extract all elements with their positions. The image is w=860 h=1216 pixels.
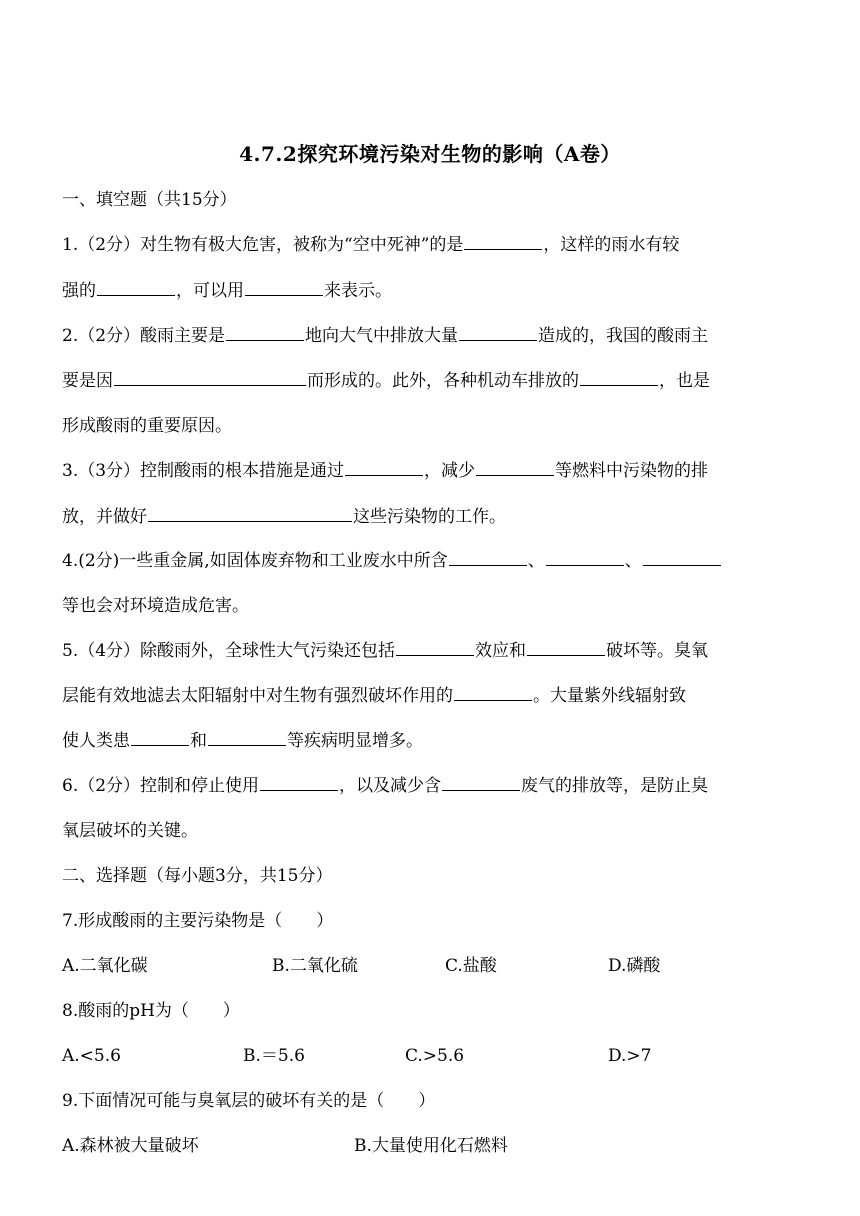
option-a[interactable]: A.二氧化碳: [62, 956, 148, 976]
question-2-line-3: 形成酸雨的重要原因。: [62, 416, 232, 436]
answer-blank[interactable]: [345, 459, 423, 476]
option-b[interactable]: B.大量使用化石燃料: [354, 1136, 508, 1156]
option-b[interactable]: B.＝5.6: [243, 1046, 305, 1066]
question-1-line-1: 1.（2分）对生物有极大危害，被称为“空中死神”的是 ，这样的雨水有较: [62, 235, 680, 255]
answer-blank[interactable]: [208, 729, 286, 746]
question-4-line-2: 等也会对环境造成危害。: [62, 596, 249, 616]
answer-blank[interactable]: [245, 279, 323, 296]
answer-blank[interactable]: [442, 774, 520, 791]
answer-blank[interactable]: [148, 505, 352, 522]
answer-blank[interactable]: [114, 369, 306, 386]
answer-blank[interactable]: [476, 459, 554, 476]
question-6-line-1: 6.（2分）控制和停止使用 ，以及减少含 废气的排放等，是防止臭: [62, 776, 709, 796]
section-heading-fill-in: 一、填空题（共15分）: [62, 190, 237, 210]
question-9-stem: 9.下面情况可能与臭氧层的破坏有关的是（ ）: [62, 1091, 436, 1111]
question-5-line-2: 层能有效地滤去太阳辐射中对生物有强烈破坏作用的 。大量紫外线辐射致: [62, 686, 686, 706]
option-a[interactable]: A.<5.6: [62, 1046, 121, 1066]
section-heading-multiple-choice: 二、选择题（每小题3分，共15分）: [62, 866, 333, 886]
option-d[interactable]: D.磷酸: [608, 956, 661, 976]
question-2-line-1: 2.（2分）酸雨主要是 地向大气中排放大量 造成的，我国的酸雨主: [62, 326, 709, 346]
option-c[interactable]: C.>5.6: [405, 1046, 465, 1066]
question-5-line-1: 5.（4分）除酸雨外，全球性大气污染还包括 效应和 破坏等。臭氧: [62, 641, 709, 661]
question-2-line-2: 要是因 而形成的。此外，各种机动车排放的 ，也是: [62, 371, 710, 391]
option-a[interactable]: A.森林被大量破坏: [62, 1136, 199, 1156]
answer-blank[interactable]: [459, 324, 537, 341]
option-b[interactable]: B.二氧化硫: [272, 956, 358, 976]
page-title: 4.7.2探究环境污染对生物的影响（A卷）: [239, 142, 621, 166]
answer-blank[interactable]: [396, 639, 474, 656]
answer-blank[interactable]: [546, 549, 624, 566]
question-4-line-1: 4.(2分)一些重金属,如固体废弃物和工业废水中所含 、 、: [62, 549, 802, 573]
answer-blank[interactable]: [131, 729, 189, 746]
answer-blank[interactable]: [527, 639, 605, 656]
option-d[interactable]: D.>7: [608, 1046, 652, 1066]
question-3-line-1: 3.（3分）控制酸雨的根本措施是通过 ，减少 等燃料中污染物的排: [62, 461, 709, 481]
answer-blank[interactable]: [260, 774, 338, 791]
answer-blank[interactable]: [449, 549, 527, 566]
question-3-line-2: 放，并做好 这些污染物的工作。: [62, 507, 506, 527]
answer-blank[interactable]: [226, 324, 304, 341]
answer-blank[interactable]: [580, 369, 658, 386]
answer-blank[interactable]: [643, 549, 721, 566]
answer-blank[interactable]: [464, 233, 542, 250]
question-7-stem: 7.形成酸雨的主要污染物是（ ）: [62, 911, 334, 931]
question-8-stem: 8.酸雨的pH为（ ）: [62, 1001, 240, 1021]
question-1-line-2: 强的 ，可以用 来表示。: [62, 281, 392, 301]
answer-blank[interactable]: [454, 684, 532, 701]
question-5-line-3: 使人类患 和 等疾病明显增多。: [62, 731, 423, 751]
answer-blank[interactable]: [97, 279, 175, 296]
question-6-line-2: 氧层破坏的关键。: [62, 821, 198, 841]
option-c[interactable]: C.盐酸: [445, 956, 497, 976]
